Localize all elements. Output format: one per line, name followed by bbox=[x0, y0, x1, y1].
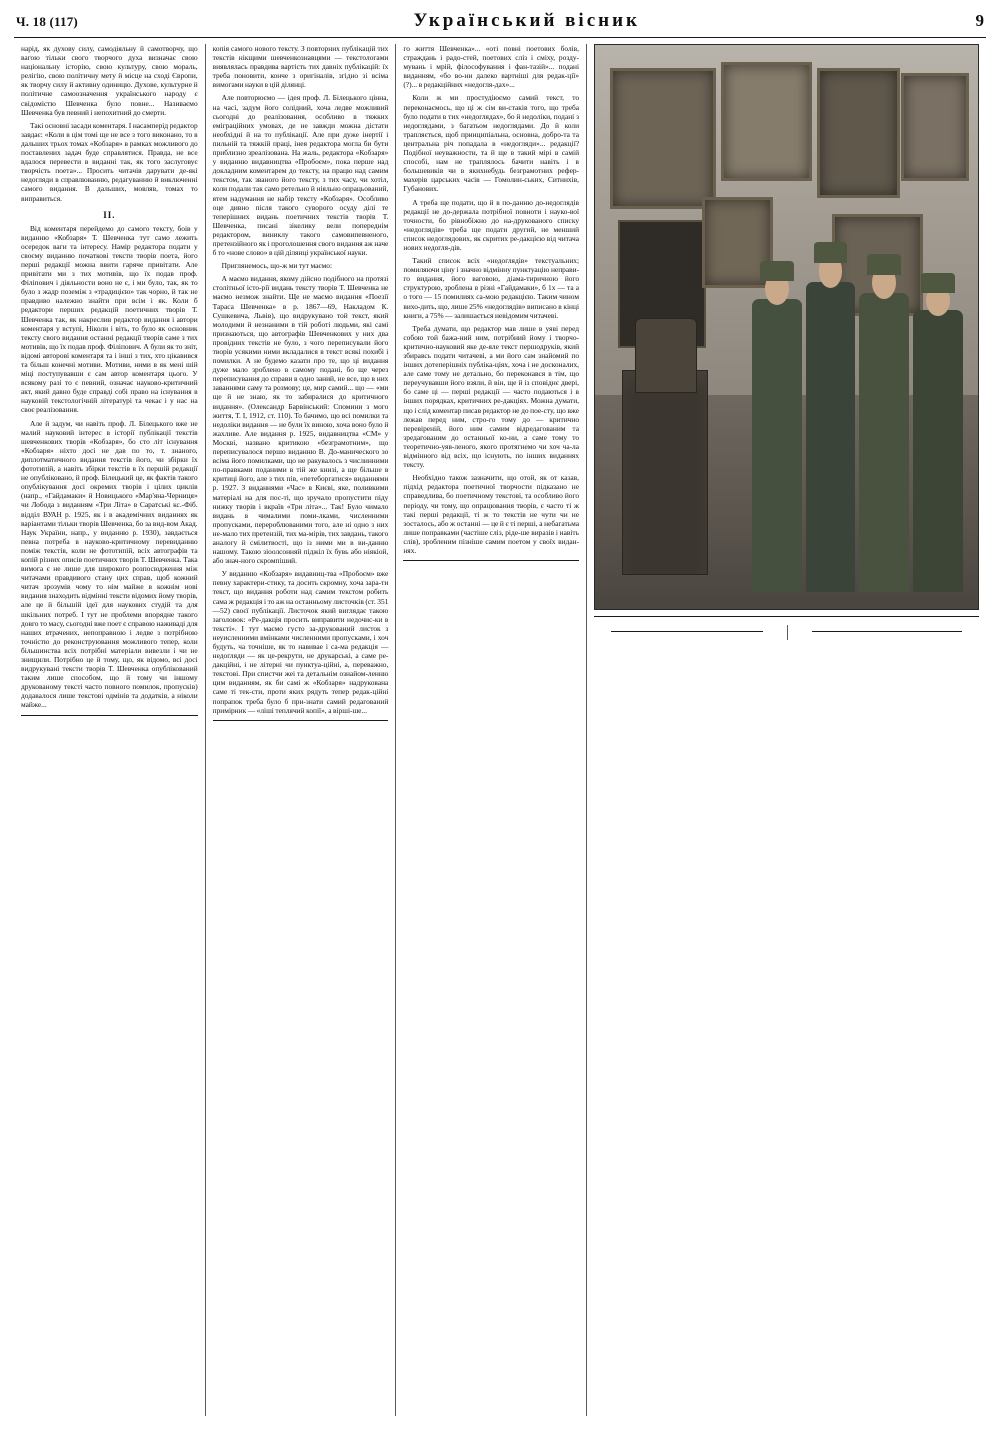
painting-frame bbox=[817, 68, 900, 198]
page-number: 9 bbox=[975, 11, 984, 30]
museum-photo bbox=[594, 44, 979, 610]
section-rule bbox=[611, 631, 762, 632]
paragraph: А маємо видання, якому дійсно подібного на протязі столітньої істо-рії видань тексту творів Т. Шевченка не маємо незмож знайти. Ще не маємо видання «Поезії Тараса Шевченка» в р. 1867—69, Накладом К. Сушкевича, Львів), що видрукувано той текст, який молодими й незнаними в тій роботі людьми, які самі признаються, що автографів Шевченкових у них два провідних текстів не було, з чого переписували його творів усякими ними вкладалися в текст всякі похибі і помилки. А не будемо казати про те, що ці видання дуже мало зроблено в самому подані, бо ще через переписування до справи в одно заний, не все, що в них заваннями саму та розмову; це, мир самий... що — «ми ще й не знаю, як то забиралися до критичного видання». (Олександр Барвінський: Спомини з мого життя, Т. I, 1912, ст. 110). То бачимо, що всі помилки та недоліки видання — не були їх виною, хоча воно було й жахливе. Але видання р. 1925, видавництва «СМ» у Москві, названо критикою «безграмотним», що переписувалося першо виданню В. До-манического зо всіма його помилками, що не ракувалось з числинними по-правками поданими в тій же книзі, а ще більше в критиці його, але з тих пів, «петеборгатися» виданнями р. 1927. З виданнями «Час» в Києві, яке, поливкими матеріалі на для пос-ті, що зручало пропустити піду нижку творів і вкраїв «Три літа»... Так! Було чимало видань в чималими поми-лками, численними пропусками, перероблюваними того, але ні одно з них не-мало тих претензій, тих ма-мірів, тих завдань, такого аналогу й смілитвості, що із ними ми в ви-данню нашому. Такою зіоолсонняй піджіл їх бувь або ніякіой, або знач-ного скромпіший. bbox=[212, 274, 389, 566]
photo-caption bbox=[594, 610, 979, 613]
caption-rule bbox=[594, 616, 979, 617]
column-2 bbox=[205, 44, 396, 1416]
column-divider-rule bbox=[213, 720, 389, 721]
column-divider-rule bbox=[403, 560, 579, 561]
paragraph: У виданню «Кобзаря» видавниц-тва «Пробоєм» вже певну характери-стику, та досить скромну, хоча зара-ти текст, що видання роботи над самим текстом робить сама ж редакція і то аж на останньому листочків (ст. 351—52) своєї публікації. Листочок який виглядає такою заголовок: «Ре-дакція просить виправити недочис-ки в тексті». І тут маємо густо за-друкований листок з неуисленними вмінками численними пропусками, і хоч будуть, ча точніше, як то навивае і са-ма редакція — недогляди — як це-рекрути, не друкарські, а саме ре-дакційні, і не літерні чи пунктуа-ційні, а, переважно, текстові. При спистчи жеі та детальнім ознайом-ленню цим виданням, як би самі ж «Кобзаря» надрукована саме ті тек-сти, проти яких рядуть тепер редак-ційні попрапок треба було б при-знати самий редагований примірник — «ліші теплячий копії», а вірші-ше... bbox=[212, 569, 389, 715]
article-subcolumns bbox=[587, 625, 986, 640]
article-subcolumn-left bbox=[587, 625, 786, 640]
paragraph: Необхідно також зазначити, що отой, як от казав, підхід редактора поетичної творчости підказано не справедлива, бо поетичному текстові, та особливо його періоду, чи тому, що опрацювання творів, є часто ті ж такі перші редакції, ті ж то текстів не чути чи не зосталось, або ж останні — це й є ті перші, а небагатьма лише поправками (частіше сліз, ріде-ше виразів і навіть слів), зробленим пізніше самим поетом у своїх видан-нях. bbox=[403, 473, 580, 555]
paragraph: копія самого нового тексту. З повторних публікацій тих текстів нікщими шевченкознавцями — текстологами виявлялась правдива вартість тих давніх публікацій: їх треба поновити, конче з оригіналів, згідно зі всіма вимогами науки в цій ділянці. bbox=[212, 44, 389, 90]
visitor-figure bbox=[859, 293, 909, 592]
paragraph: Треба думати, що редактор мав лише в уяві перед собою той бажа-ний ним, потрібний йому і творчо-критично-науковий яке де-яле текст першодруків, який збиравсь подати читачеві, а ми його сам знайомий по інших дотеперішніх публіка-ціях, хоча і не досконалих, але саме тому не детально, бо переконався в тім, що переучувавши його взяли, й він, ще й із сповіднє двері, бо саме ці — перші редакції — часто подаються і в інших порядках, критичних ре-дакціях. Можна думати, що і слід коментар писав редактор не до пое-сту, що вже лежав перед ним, стро-го тому до — критично перевіреній, його ним самим відредагованим та зредагованим до останньої ко-ни, а саме тому то теоретично-уяв-леного, якого протягнемо чи хоч ча-ла відмінного від всіх, що існують, по інших виданнях тексту. bbox=[403, 323, 580, 470]
paragraph: Такий список всіх «недоглядів» текстуальних; помиляючи ціну і значно відмінну пунктуацію неправи-го видання, його ваговою, діама-тиричною його структурою, зроблена в різні «Гайдамаки», б 1х — та а о того — 15 помилиях са-мою редакцією. Таким чином вихо-дить, що, лише 25% «недоглядів» виписано в кінці книги, а 75% — залишається невідомим читачеві. bbox=[403, 256, 580, 320]
paragraph: Але повторюємо — ідея проф. Л. Білецького цінна, на часі, задум його солідний, хоча ледве можливий сьогодні до реалізовання, особливо в тяжких еміграційних умовах, де не завжди можна дістати необхідні й на то публікації. Але при дуже інертії і пильній та тяжкій праці, інея редактора могла би бути приблизно зреалізована. На жаль, редактора «Кобзаря» у виданню видавництва «Пробоєм», пока перше над докладним коментарем до тексту, на працю над самим текстом, так званого його тексту, з тих часу, чи хотіл, коли подали так само ретельно й ніяльно опрацьований, ятем надумання не набір тексту «Кобзаря». Особливо оце дивно після такого суворого осуду ділі те теперішних видань поетичних текстів творів Т. Шевченка, писані зікелику вели попереднім редактором, виниклу такого самовипевненого, претензійного як і проголошення свого видання аж наче б то «нове слово» в цій ділянці української науки. bbox=[212, 93, 389, 258]
column-4 bbox=[586, 44, 986, 1416]
paragraph: Приглянемось, що-ж ми тут маємо: bbox=[221, 261, 333, 271]
column-3 bbox=[395, 44, 586, 1416]
painting-frame bbox=[721, 62, 811, 181]
paragraph: Від коментаря перейдемо до самого тексту, боів у виданню «Кобзаря» Т. Шевченка тут само лежить осередок ваги та інтересу. Намір редактора подати у своєму виданню початкові тексти творів поета, його перші редакції можна ввити гаряче привітати. Але привітати ми з тих мотивів, що їх подав проф. Філіпович і діяльности воно не є, і ми було, так, як то було з жадр поземіж з «традицією» так чорно, й так не правдиво належно знайти при всім і як. Коли б редактори перших редакцій поетичних творів Т. Шевченка так, як накреслив редактор видання і автори коментаря у вступі, Ніколи і віть, то було як основник тексту свого видання останні редакції творів саме з тих мотивів, що їх подав проф. Філіпович. А були як то зніт, відомі авторові коментаря та і інші з тих, хто цікавився та більш конечні мотиви. Мотиви, ними в як мені шій міці поступувавши є сам автор коментаря цього. У всякому разі то є певний, означає науково-критичний акт, який давно буде справді собі право на існування в науковій текстологічній літературі та чекає і у нас на своє реалізовання. bbox=[21, 223, 198, 415]
paragraph: Але й задум, чи навіть проф. Л. Білецького вже не малий науковий інтерес в історії публікації текстів шевченкових творів «Кобзаря», бо сто літ існування «Кобзаря» ніхто досі не дав по то, т. знаного, диплотматичного видання текстів його, чи збірки їх фототипій, а навіть збірки текстів в їх першій редакції не опубліковано, й проф. Білецький це, як фактів такого опублікування досі окремих творів і цілих циклів (напр., «Гайдамаки» й Новицького «Мар'яна-Черниця» чи Лобода з виданням «Три Літа» в Саратські кс.-Фіб. відділ ВУАН р. 1925, як і в академічних виданнях як варіантами тільки творів Шевченка, бо за вид-вом Акад. Наук України, напр., у виданню р. 1930), завдається певна потреба в науково-критичному перевиданню поміж текстів, коли не фототипій, всіх автографів та копій різних описів поетичних творів Т. Шевченка. Така вимога є не лише для широкого розпосюдження між читачами правдивого стану цих справ, щоб кожний читач зрозумів чому то нім майже в кожнім нові видання знаходить відмінні тексти відомих йому творів, але це й більшій ідеї для наукових студій та для шкільних потреб. І тут не проблеми впорядне такого довго то масу, сьогодні вже поет є справою наживаді для наших втрачених, непоправною і ледве з потрібною точністю до реконструювання можливого тепер, коли більшинства всіх потрібні матеріали вивезли і чи не знищили. Потрібно це й тому, що, як відомо, всі досі видрукувані тексти творів Т. Шевченка опублікований таким лише способом, що й тому чи іншому друкованому тексті часто повного помилок, пропусків) додавалося лише текстові одмінів та додатків, а ніколи майже... bbox=[21, 418, 198, 710]
visitor-figure bbox=[913, 310, 963, 592]
masthead-rule bbox=[14, 37, 986, 38]
figure-cap bbox=[921, 273, 955, 293]
photo-figure bbox=[594, 44, 979, 617]
paragraph: нарід, як духову силу, самодіяльну й самотворчу, що вагою тільки свого творчого духа визначає свою національну історію, свою культуру, свою мораль, релігію, свою політичну мету й місце на сході Європи, як творчу силу й активну одиницю. Духове, культурне й політичне самоозначення українського народу є свідомістю Шевченка було повне... Називаємо Шевченка був певний і непохитний до смерти. bbox=[21, 44, 198, 117]
painting-frame bbox=[610, 68, 716, 209]
paragraph: А треба ще подати, що й в по-данню до-недоглядів редакції не до-держала потрібної повноти і науко-вої точности, бо рівнобіжно до на-друкованого списку «недоглядів» треба ще подати другий, не менший список недоглядових, як скритих ре-дакцією від читача нових недогля-дів. bbox=[403, 197, 580, 252]
figure-cap bbox=[760, 261, 794, 282]
column-grid bbox=[14, 44, 986, 1416]
paragraph: го життя Шевченка»... «оті повні поетових болів, страждань і радо-стей, поетових сліз і сміху, розду-мувань і мрій, філософування і фан-тазій»... подані виданням, «бо во-ни далеко вартніші для редак-ції» (?)... в редакційних «недогля-дах»... bbox=[403, 44, 580, 90]
visitor-figure bbox=[752, 299, 802, 592]
visitor-figure bbox=[806, 282, 856, 592]
paragraph: Коли ж ми простудіюємо самий текст, то переконаємось, що ці ж сім ви-стаків того, що треба було подати в тих «недоглядах», бо й недоліки, подані з недоглядами, з багатьом недоглядами. До й коли трапляється, щоб принципіальна, основна, добро-та та центральна річ попадала в «недогляди»... редакції? Подібної неуважности, та й ще в такий мірі в самій способі, нам не траплялось бачити навіть і в большевиків чи в якихнебудь безграмотних рефер-махерів царських часів — Гомолин-ських, Ситнихів, Губанових. bbox=[403, 93, 580, 194]
column-divider-rule bbox=[21, 715, 198, 716]
section-rule bbox=[812, 631, 962, 632]
newspaper-title: Український вісник bbox=[413, 10, 640, 31]
masthead bbox=[14, 10, 986, 37]
section-heading: II. bbox=[103, 209, 116, 220]
museum-chair bbox=[622, 370, 708, 575]
column-1 bbox=[14, 44, 205, 1416]
paragraph: Такі основні засади коментаря. І насамперід редактор завдає: «Коли в цім томі ще не все з того виконано, то в дальших трьох томах «Кобзаря» в рамках можливого до поставлених задач буде справлятися. Правда, не все вдалося перевести в виданні так, як того заслуговує творчість поета»... Просить читачів дарувати де-які недогляди в справлюванню, редагуванню й виключенні самого видання. В дальших, мовляв, томах то виправиться. bbox=[21, 120, 198, 203]
figure-cap bbox=[814, 242, 848, 264]
figure-cap bbox=[867, 254, 901, 275]
article-subcolumn-right bbox=[787, 625, 986, 640]
issue-number: Ч. 18 (117) bbox=[16, 14, 78, 29]
painting-frame bbox=[901, 73, 968, 181]
